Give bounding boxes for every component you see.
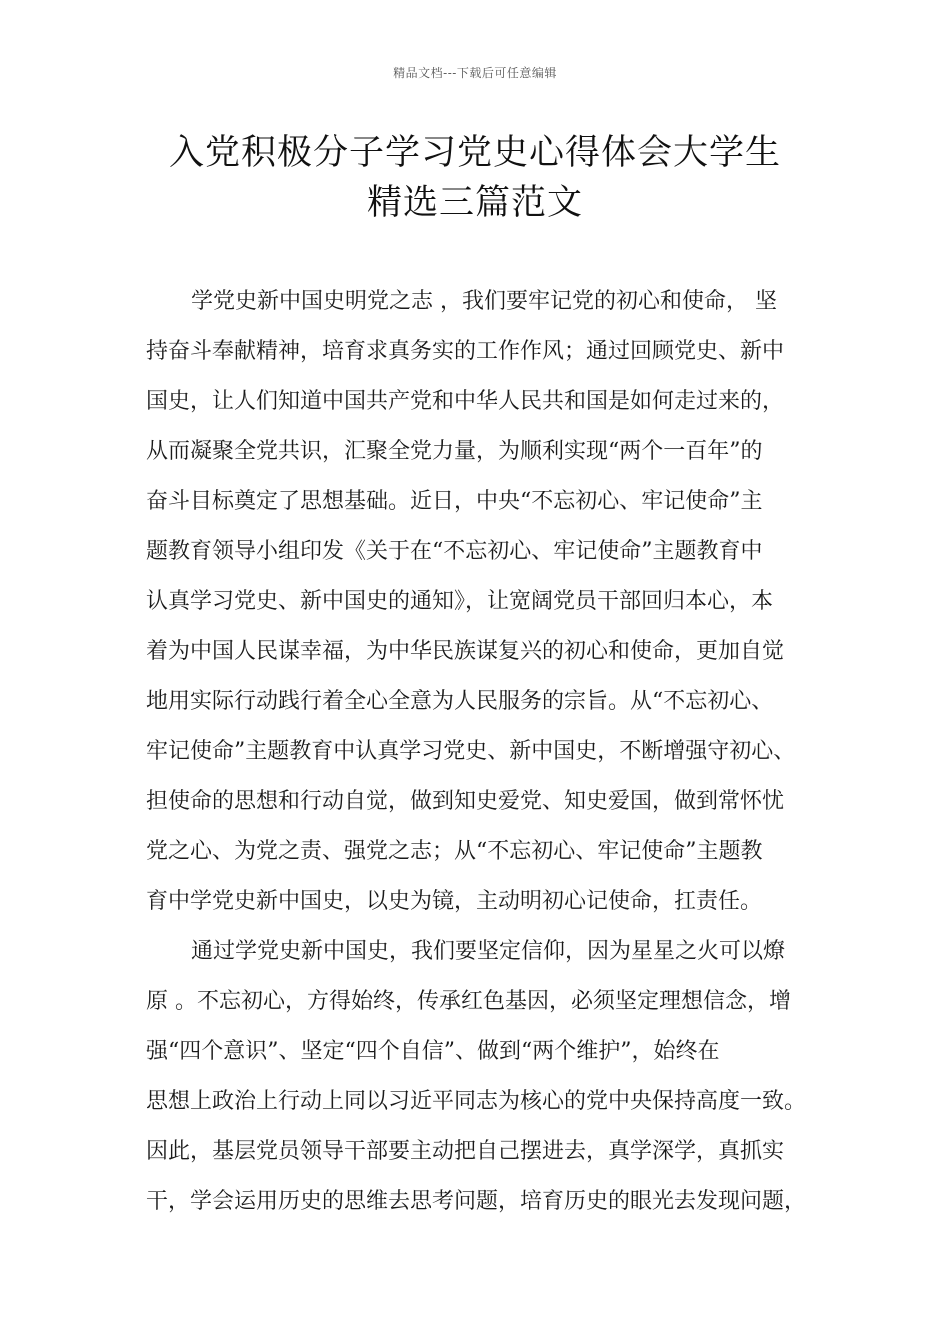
paragraph-2-line: 原 。不忘初心，方得始终，传承红色基因，必须坚定理想信念，增 <box>146 989 791 1014</box>
title-line-2: 精选三篇范文 <box>366 183 583 223</box>
paragraph-1-line: 国史，让人们知道中国共产党和中华人民共和国是如何走过来的， <box>146 389 785 414</box>
paragraph-1-line: 持奋斗奉献精神，培育求真务实的工作作风；通过回顾党史、新中 <box>146 339 785 364</box>
paragraph-2-line: 通过学党史新中国史，我们要坚定信仰，因为星星之火可以燎 <box>191 939 786 964</box>
page-header: 精品文档---下载后可任意编辑 <box>393 66 557 80</box>
paragraph-1-line: 牢记使命”主题教育中认真学习党史、新中国史，不断增强守初心、 <box>146 739 796 764</box>
paragraph-2-line: 干，学会运用历史的思维去思考问题，培育历史的眼光去发现问题， <box>146 1189 807 1214</box>
paragraph-1-line: 学党史新中国史明党之志 ，我们要牢记党的初心和使命， 坚 <box>191 289 777 314</box>
document-title <box>0 128 950 228</box>
paragraph-1-line: 认真学习党史、新中国史的通知》，让宽阔党员干部回归本心，本 <box>146 589 774 614</box>
paragraph-1-line: 从而凝聚全党共识，汇聚全党力量，为顺利实现“两个一百年”的 <box>146 439 763 464</box>
paragraph-1-line: 党之心、为党之责、强党之志；从“不忘初心、牢记使命”主题教 <box>146 839 763 864</box>
paragraph-2-line: 思想上政治上行动上同以习近平同志为核心的党中央保持高度一致。 <box>146 1089 807 1114</box>
paragraph-2-line: 因此，基层党员领导干部要主动把自己摆进去，真学深学，真抓实 <box>146 1139 785 1164</box>
paragraph-2-line: 强“四个意识”、坚定“四个自信”、做到“两个维护”，始终在 <box>146 1039 720 1064</box>
paragraph-1-line: 题教育领导小组印发《关于在“不忘初心、牢记使命”主题教育中 <box>146 539 763 564</box>
paragraph-1-line: 育中学党史新中国史，以史为镜，主动明初心记使命，扛责任。 <box>146 889 763 914</box>
title-line-1: 入党积极分子学习党史心得体会大学生 <box>168 133 781 173</box>
paragraph-1-line: 担使命的思想和行动自觉，做到知史爱党、知史爱国，做到常怀忧 <box>146 789 785 814</box>
paragraph-1-line: 奋斗目标奠定了思想基础。近日，中央“不忘初心、牢记使命”主 <box>146 489 763 514</box>
document-body <box>146 284 826 1234</box>
paragraph-1-line: 地用实际行动践行着全心全意为人民服务的宗旨。从“不忘初心、 <box>146 689 774 714</box>
paragraph-1-line: 着为中国人民谋幸福，为中华民族谋复兴的初心和使命，更加自觉 <box>146 639 785 664</box>
